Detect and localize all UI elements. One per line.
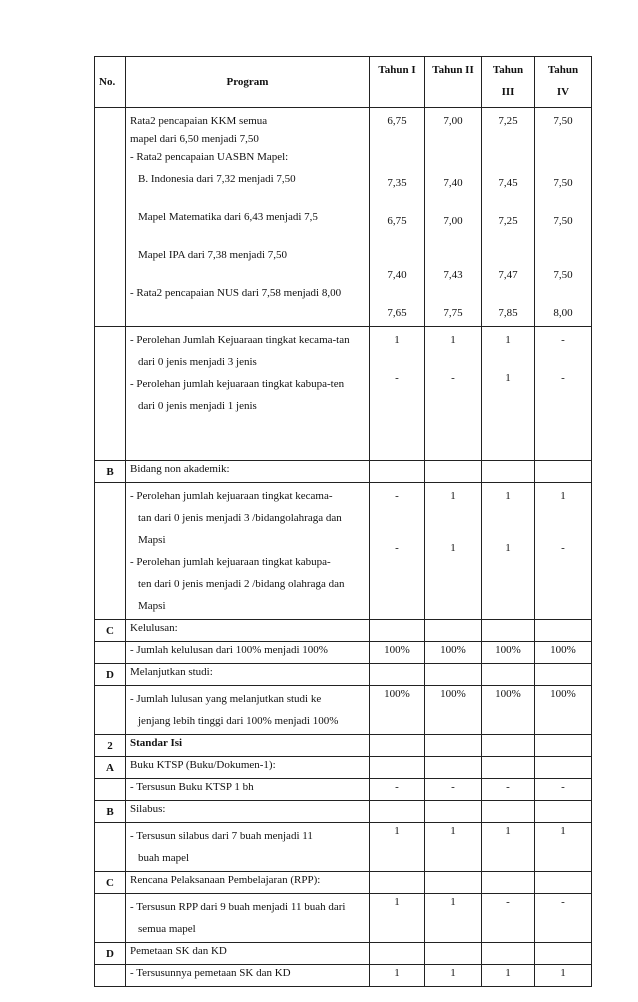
header-row xyxy=(95,57,592,108)
table-row: - Tersusun Buku KTSP 1 bh - - - - xyxy=(95,779,592,801)
program-table xyxy=(94,56,592,987)
row-number: B xyxy=(95,461,126,483)
section-row: B Silabus: xyxy=(95,801,592,823)
header-year-2: Tahun II xyxy=(425,57,482,108)
section-row: C Kelulusan: xyxy=(95,620,592,642)
table-row: - Tersusunnya pemetaan SK dan KD 1 1 1 1 xyxy=(95,965,592,987)
section-row xyxy=(95,461,592,483)
header-year-1: Tahun I xyxy=(370,57,425,108)
section-row: 2 Standar Isi xyxy=(95,735,592,757)
header-year-3: Tahun III xyxy=(482,57,535,108)
year2-values: 7,00 7,40 7,00 7,43 7,75 xyxy=(425,108,482,327)
table-row: - Perolehan jumlah kejuaraan tingkat kecama- tan dari 0 jenis menjadi 3 /bidangolahraga dan Mapsi - Perolehan jumlah kejuaraan tingkat kabupa- ten dari 0 jenis menjadi 2 /bidang olahraga dan Mapsi - - 1 1 1 1 1 - xyxy=(95,483,592,620)
table-row: - Jumlah lulusan yang melanjutkan studi ke jenjang lebih tinggi dari 100% menjadi 100% 100% 100% 100% 100% xyxy=(95,686,592,735)
section-label: Bidang non akademik: xyxy=(126,461,370,483)
section-row: A Buku KTSP (Buku/Dokumen-1): xyxy=(95,757,592,779)
section-row: D Pemetaan SK dan KD xyxy=(95,943,592,965)
section-row: D Melanjutkan studi: xyxy=(95,664,592,686)
table-row: - Perolehan Jumlah Kejuaraan tingkat kecama-tan dari 0 jenis menjadi 3 jenis - Perolehan jumlah kejuaraan tingkat kabupa-ten dari 0 jenis menjadi 1 jenis 1 - 1 - 1 1 - - xyxy=(95,327,592,461)
program-cell: - Perolehan Jumlah Kejuaraan tingkat kecama-tan dari 0 jenis menjadi 3 jenis - Perolehan jumlah kejuaraan tingkat kabupa-ten dari 0 jenis menjadi 1 jenis xyxy=(126,327,370,461)
header-program: Program xyxy=(126,57,370,108)
year4-values: 7,50 7,50 7,50 7,50 8,00 xyxy=(535,108,592,327)
program-cell: - Perolehan jumlah kejuaraan tingkat kecama- tan dari 0 jenis menjadi 3 /bidangolahraga dan Mapsi - Perolehan jumlah kejuaraan tingkat kabupa- ten dari 0 jenis menjadi 2 /bidang olahraga dan Mapsi xyxy=(126,483,370,620)
header-year-4: Tahun IV xyxy=(535,57,592,108)
year3-values: 7,25 7,45 7,25 7,47 7,85 xyxy=(482,108,535,327)
table-row xyxy=(95,108,592,327)
table-row: - Jumlah kelulusan dari 100% menjadi 100% 100% 100% 100% 100% xyxy=(95,642,592,664)
header-no: No. xyxy=(95,57,126,108)
section-row: C Rencana Pelaksanaan Pembelajaran (RPP): xyxy=(95,872,592,894)
table-row: - Tersusun silabus dari 7 buah menjadi 11 buah mapel 1 1 1 1 xyxy=(95,823,592,872)
table-row: - Tersusun RPP dari 9 buah menjadi 11 buah dari semua mapel 1 1 - - xyxy=(95,894,592,943)
year1-values: 6,75 7,35 6,75 7,40 7,65 xyxy=(370,108,425,327)
program-cell: Rata2 pencapaian KKM semua mapel dari 6,50 menjadi 7,50 - Rata2 pencapaian UASBN Mapel: B. Indonesia dari 7,32 menjadi 7,50 Mapel Matematika dari 6,43 menjadi 7,5 Mapel IPA dari 7,38 menjadi 7,50 - Rata2 pencapaian NUS dari 7,58 menjadi 8,00 xyxy=(126,108,370,327)
